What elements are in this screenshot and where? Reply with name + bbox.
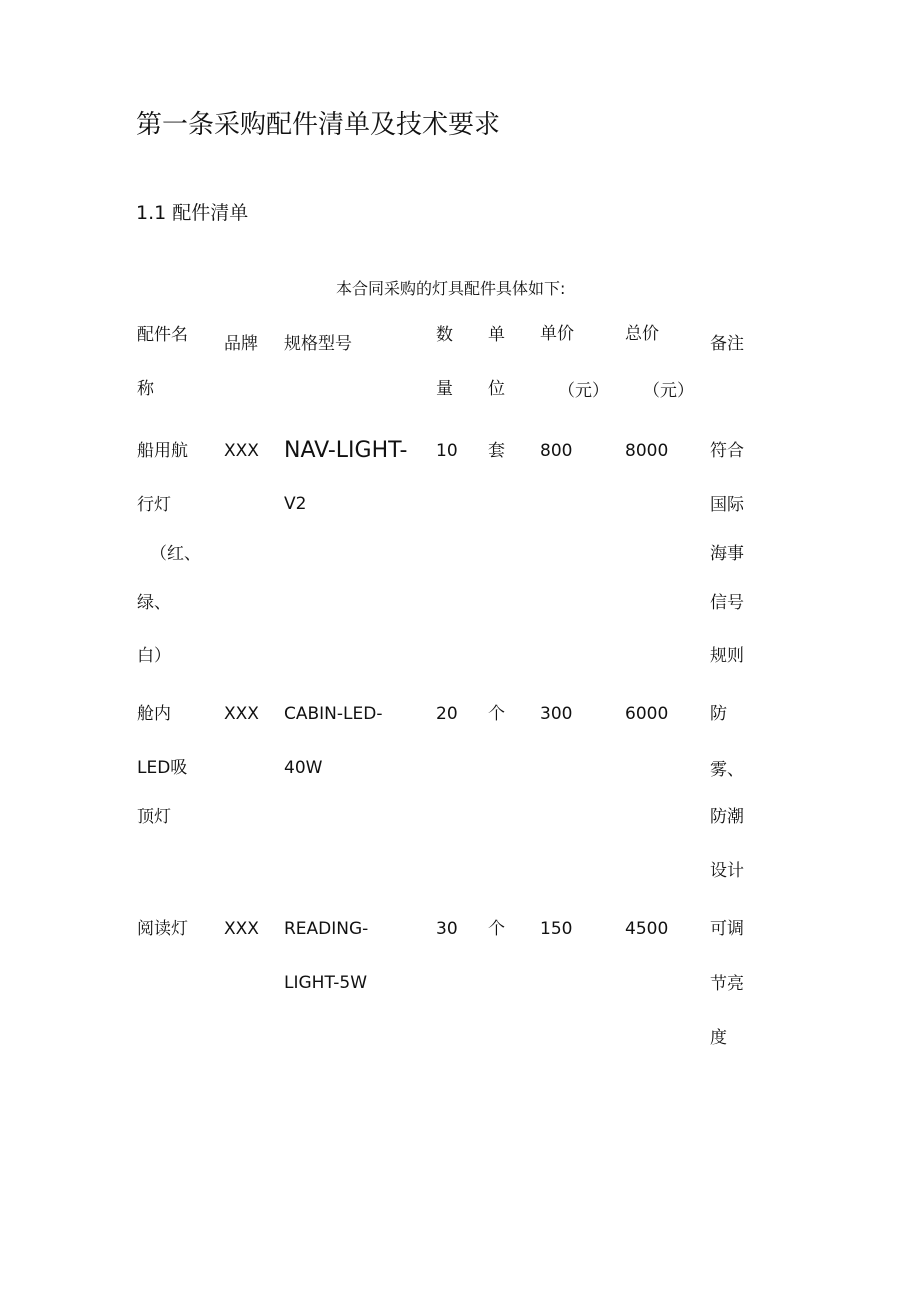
row3-total: 4500 bbox=[625, 919, 669, 939]
row2-name-line3: 顶灯 bbox=[137, 807, 171, 827]
row3-note-line3: 度 bbox=[710, 1028, 727, 1048]
row2-note-line4: 设计 bbox=[710, 861, 744, 881]
row2-note-line1: 防 bbox=[710, 704, 727, 724]
row2-model-line1: CABIN-LED- bbox=[284, 704, 383, 724]
row3-model-line2: LIGHT-5W bbox=[284, 973, 368, 993]
row2-name-line2: LED吸 bbox=[137, 758, 188, 778]
row1-name-line5: 白） bbox=[137, 646, 171, 666]
row1-name-line4: 绿、 bbox=[137, 593, 171, 613]
row1-brand: XXX bbox=[224, 441, 259, 461]
row3-price: 150 bbox=[540, 919, 573, 939]
row2-qty: 20 bbox=[436, 704, 458, 724]
row2-model-line2: 40W bbox=[284, 758, 323, 778]
row3-name-line1: 阅读灯 bbox=[137, 919, 188, 939]
header-unit-line1: 单 bbox=[488, 325, 505, 345]
row1-total: 8000 bbox=[625, 441, 669, 461]
row3-brand: XXX bbox=[224, 919, 259, 939]
header-model: 规格型号 bbox=[284, 334, 352, 354]
row2-name-line1: 舱内 bbox=[137, 704, 171, 724]
row3-note-line2: 节亮 bbox=[710, 974, 744, 994]
row1-note-line4: 信号 bbox=[710, 593, 744, 613]
row1-name-line1: 船用航 bbox=[137, 441, 188, 461]
row2-brand: XXX bbox=[224, 704, 259, 724]
header-price-line2: （元） bbox=[558, 381, 609, 401]
header-brand: 品牌 bbox=[224, 334, 258, 354]
row1-name-line3: （红、 bbox=[150, 544, 201, 564]
row1-model-line1: NAV-LIGHT- bbox=[284, 438, 408, 463]
row3-model-line1: READING- bbox=[284, 919, 369, 939]
row2-note-line2: 雾、 bbox=[710, 760, 744, 780]
header-name-line1: 配件名 bbox=[137, 325, 188, 345]
row2-price: 300 bbox=[540, 704, 573, 724]
row1-unit: 套 bbox=[488, 441, 505, 461]
row1-note-line5: 规则 bbox=[710, 646, 744, 666]
row3-unit: 个 bbox=[488, 919, 505, 939]
row1-note-line3: 海事 bbox=[710, 544, 744, 564]
header-note: 备注 bbox=[710, 334, 744, 354]
header-price-line1: 单价 bbox=[540, 324, 574, 344]
header-qty-line1: 数 bbox=[436, 325, 453, 345]
row3-note-line1: 可调 bbox=[710, 919, 744, 939]
header-qty-line2: 量 bbox=[436, 379, 453, 399]
row2-unit: 个 bbox=[488, 704, 505, 724]
row2-total: 6000 bbox=[625, 704, 669, 724]
row3-qty: 30 bbox=[436, 919, 458, 939]
header-total-line1: 总价 bbox=[625, 324, 659, 344]
page-title: 第一条采购配件清单及技术要求 bbox=[136, 110, 501, 140]
row1-price: 800 bbox=[540, 441, 573, 461]
row1-qty: 10 bbox=[436, 441, 458, 461]
row2-note-line3: 防潮 bbox=[710, 807, 744, 827]
header-total-line2: （元） bbox=[643, 381, 694, 401]
table-caption: 本合同采购的灯具配件具体如下: bbox=[336, 279, 566, 298]
section-heading: 1.1 配件清单 bbox=[136, 202, 249, 224]
row1-note-line1: 符合 bbox=[710, 441, 744, 461]
row1-name-line2: 行灯 bbox=[137, 495, 171, 515]
header-unit-line2: 位 bbox=[488, 379, 505, 399]
header-name-line2: 称 bbox=[137, 379, 154, 399]
row1-model-line2: V2 bbox=[284, 494, 307, 514]
row1-note-line2: 国际 bbox=[710, 495, 744, 515]
